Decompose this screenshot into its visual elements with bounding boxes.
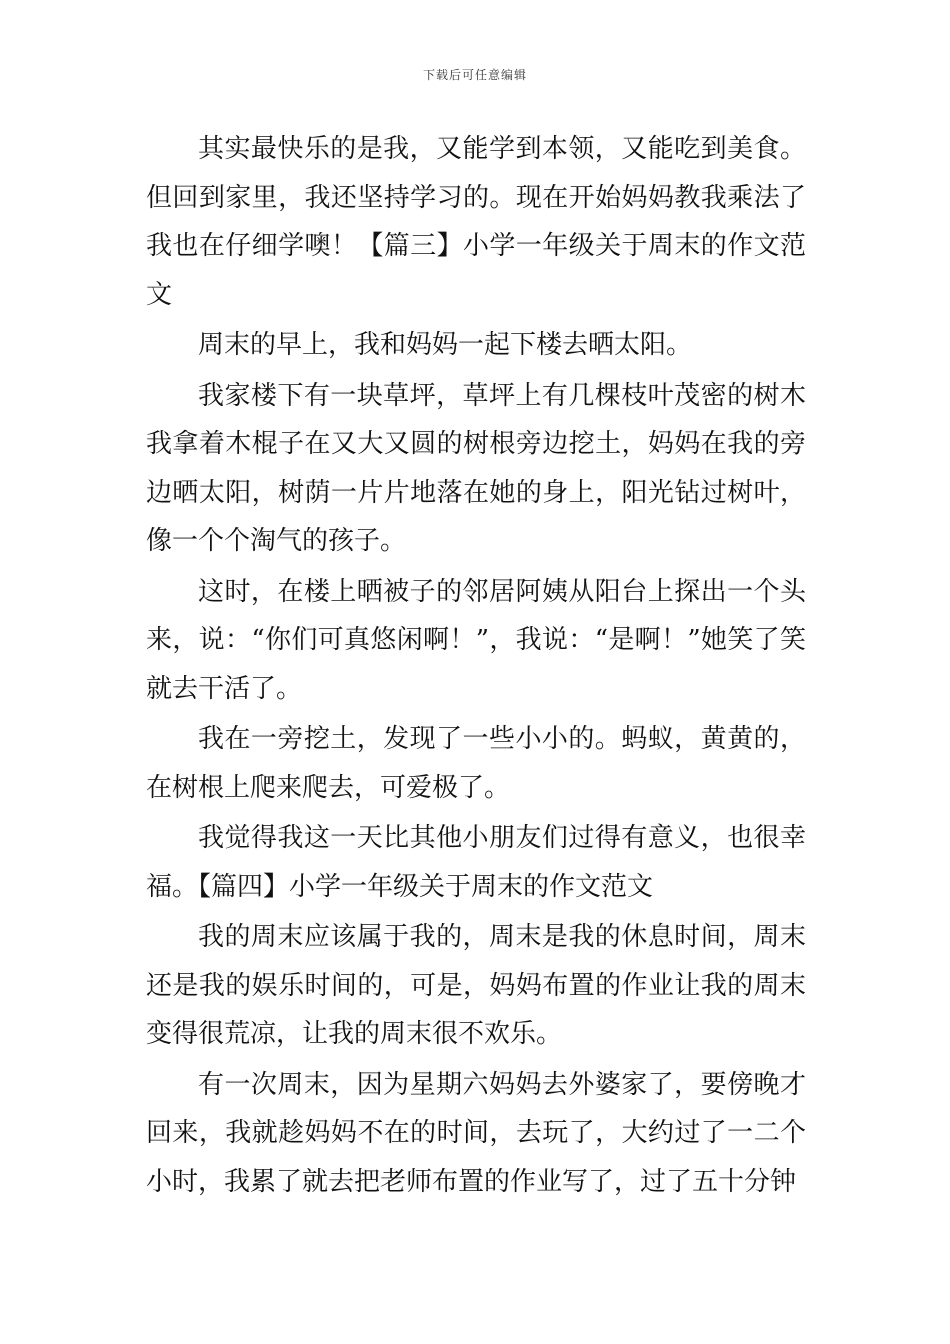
paragraph: 我的周末应该属于我的，周末是我的休息时间，周末还是我的娱乐时间的，可是，妈妈布置的作业让我的周末变得很荒凉，让我的周末很不欢乐。 <box>146 922 806 1049</box>
document-body <box>146 125 806 1208</box>
paragraph: 有一次周末，因为星期六妈妈去外婆家了，要傍晚才回来，我就趁妈妈不在的时间，去玩了，大约过了一二个小时，我累了就去把老师布置的作业写了，过了五十分钟 <box>146 1069 806 1197</box>
paragraph: 这时，在楼上晒被子的邻居阿姨从阳台上探出一个头来，说：“你们可真悠闲啊！”，我说：“是啊！”她笑了笑就去干活了。 <box>146 576 806 704</box>
header-note: 下载后可任意编辑 <box>422 68 527 82</box>
paragraph: 其实最快乐的是我，又能学到本领，又能吃到美食。但回到家里，我还坚持学习的。现在开始妈妈教我乘法了我也在仔细学噢！【篇三】小学一年级关于周末的作文范文 <box>146 134 806 310</box>
paragraph: 我在一旁挖土，发现了一些小小的。蚂蚁，黄黄的，在树根上爬来爬去，可爱极了。 <box>146 724 806 803</box>
paragraph: 我觉得我这一天比其他小朋友们过得有意义，也很幸福。【篇四】小学一年级关于周末的作文范文 <box>146 823 806 902</box>
paragraph: 周末的早上，我和妈妈一起下楼去晒太阳。 <box>198 330 693 360</box>
paragraph: 我家楼下有一块草坪，草坪上有几棵枝叶茂密的树木我拿着木棍子在又大又圆的树根旁边挖土，妈妈在我的旁边晒太阳，树荫一片片地落在她的身上，阳光钻过树叶，像一个个淘气的孩子。 <box>146 380 806 556</box>
